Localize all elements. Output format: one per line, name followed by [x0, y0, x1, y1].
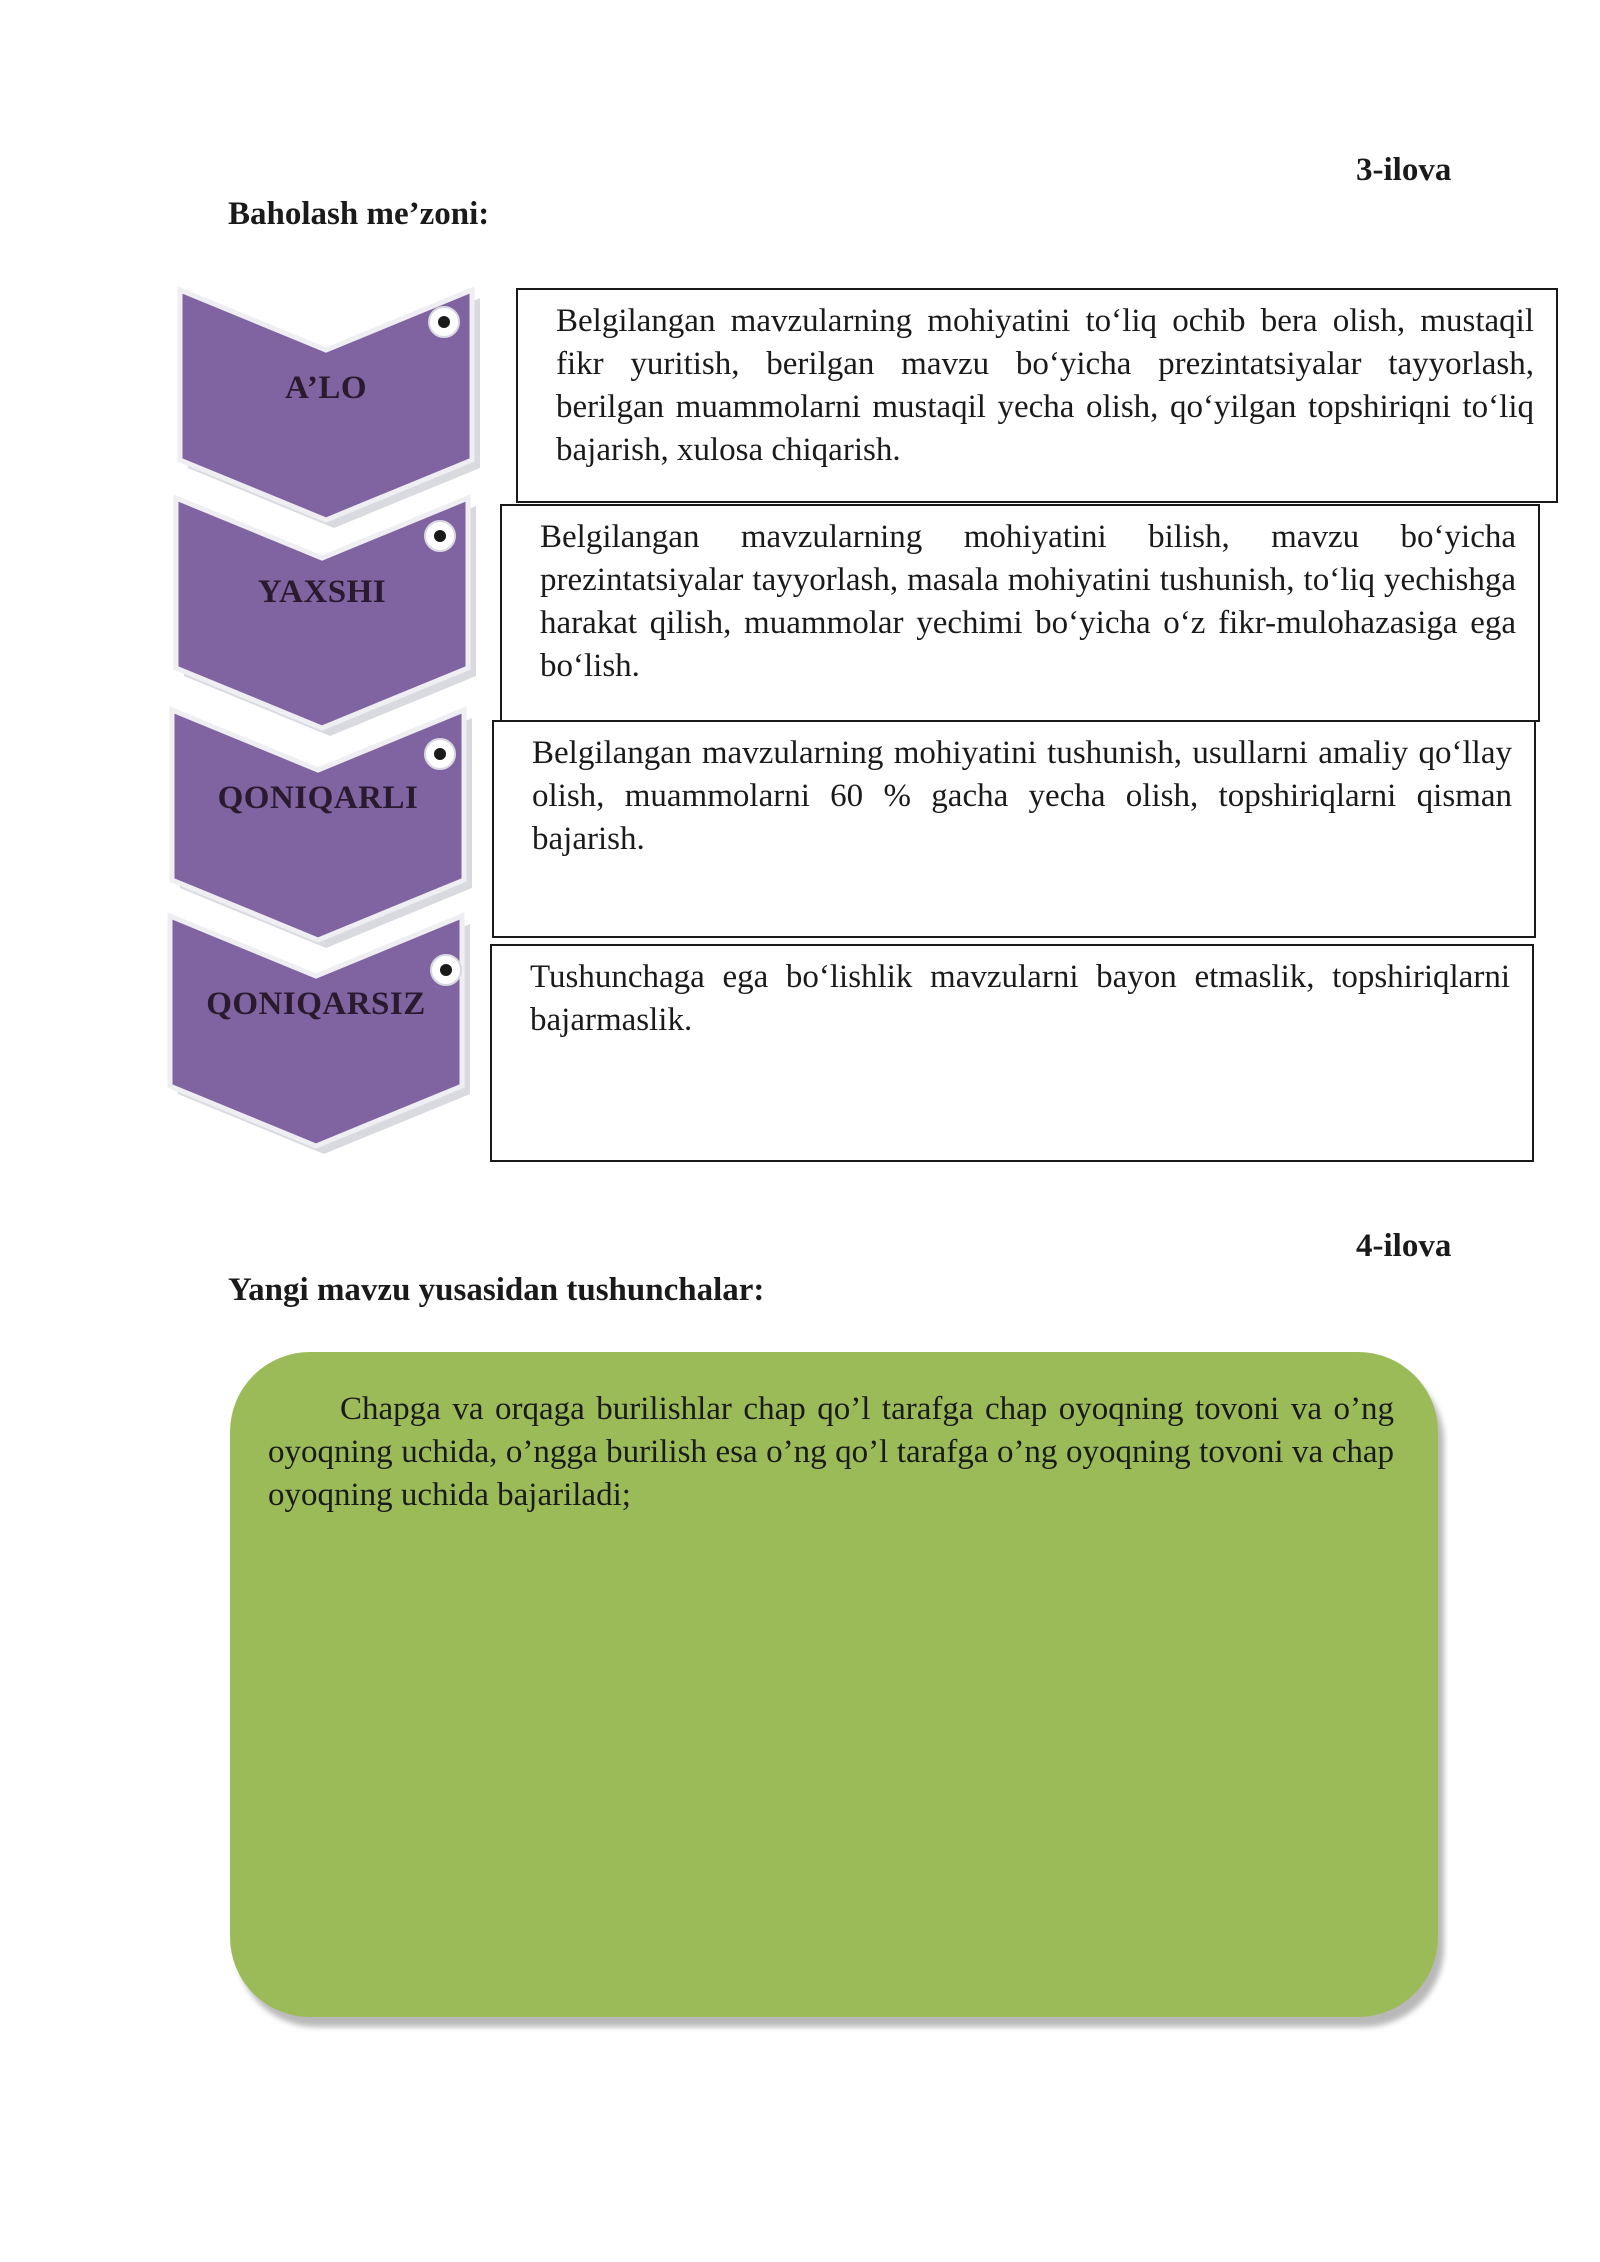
criterion-description-qoniqarsiz: Tushunchaga ega bo‘lishlik mavzularni bayon etmaslik, topshiriqlarni bajarmaslik. [490, 944, 1534, 1162]
chevron-shape [166, 916, 466, 1146]
criterion-description-qoniqarli: Belgilangan mavzularning mohiyatini tushunish, usullarni amaliy qo‘llay olish, muammolarni 60 % gacha yecha olish, topshiriqlarni qisman bajarish. [492, 720, 1536, 938]
circle-dot-icon [429, 307, 459, 337]
concept-note-box [230, 1352, 1438, 2017]
section-title-concepts: Yangi mavzu yusasidan tushunchalar: [228, 1272, 765, 1308]
circle-dot-icon [425, 739, 455, 769]
criterion-level-label: A’LO [284, 370, 368, 406]
criterion-level-qoniqarli [168, 710, 468, 940]
criterion-level-label: YAXSHI [257, 574, 387, 610]
circle-dot-icon [425, 521, 455, 551]
criterion-level-alo [176, 290, 476, 520]
annex-label-4: 4-ilova [1356, 1228, 1452, 1264]
criterion-level-qoniqarsiz [166, 916, 466, 1146]
criterion-description-alo: Belgilangan mavzularning mohiyatini to‘liq ochib bera olish, mustaqil fikr yuritish, berilgan mavzu bo‘yicha prezintatsiyalar tayyorlash, berilgan muammolarni mustaqil yecha olish, qo‘yilgan topshiriqni to‘liq bajarish, xulosa chiqarish. [516, 288, 1558, 503]
circle-dot-icon [431, 955, 461, 985]
annex-label-3: 3-ilova [1356, 152, 1452, 188]
criterion-level-yaxshi [172, 498, 472, 728]
concept-note-text: Chapga va orqaga burilishlar chap qo’l tarafga chap oyoqning tovoni va o’ng oyoqning uchida, o’ngga burilish esa o’ng qo’l tarafga o’ng oyoqning tovoni va chap oyoqning uchida bajariladi; [268, 1391, 1394, 1513]
chevron-shape [168, 710, 468, 940]
section-title-criteria: Baholash me’zoni: [228, 196, 490, 232]
criterion-level-label: QONIQARLI [217, 780, 419, 816]
criterion-level-label: QONIQARSIZ [206, 986, 426, 1022]
criterion-description-yaxshi: Belgilangan mavzularning mohiyatini bilish, mavzu bo‘yicha prezintatsiyalar tayyorlash, masala mohiyatini tushunish, to‘liq yechishga harakat qilish, muammolar yechimi bo‘yicha o‘z fikr-mulohazasiga ega bo‘lish. [500, 504, 1540, 722]
